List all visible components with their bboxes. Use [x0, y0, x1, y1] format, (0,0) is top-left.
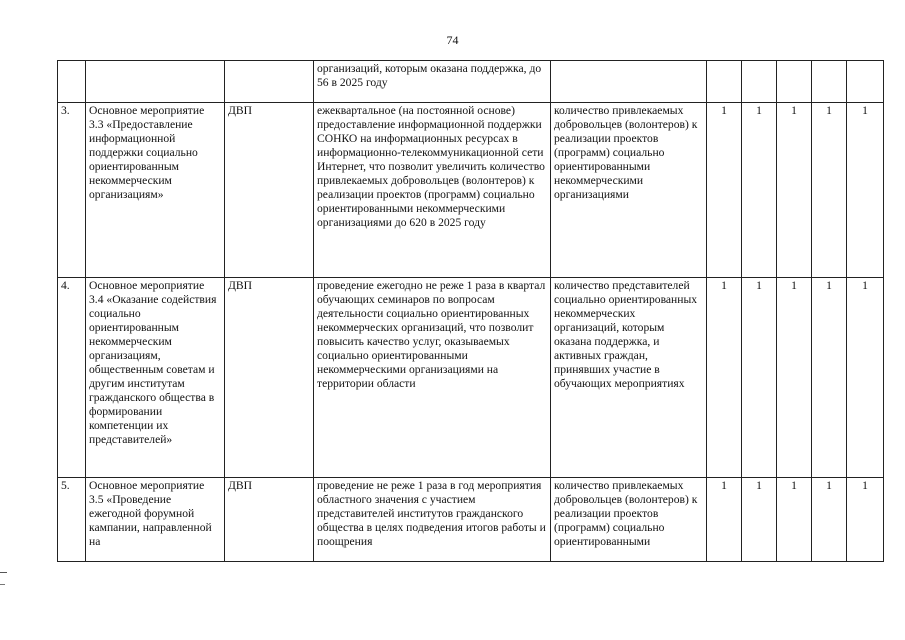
row-number: 3. [58, 103, 86, 278]
indicator-value: 1 [777, 478, 812, 562]
indicator-value: 1 [847, 278, 884, 478]
row-number: 4. [58, 278, 86, 478]
indicator-value: 1 [812, 103, 847, 278]
table-row [58, 103, 884, 278]
result-text: организаций, которым оказана поддержка, до 56 в 2025 году [317, 62, 542, 89]
page-number: 74 [446, 33, 459, 47]
cell-num [58, 61, 86, 103]
scan-edge-mark [0, 572, 7, 573]
event-name: Основное мероприятие 3.4 «Оказание содействия социально ориентированным некоммерческим организациям, общественным советам и другим институтам гражданского общества в формировании компетенции их представителей» [86, 278, 225, 478]
cell-value [742, 61, 777, 103]
scan-edge-mark [0, 584, 5, 585]
cell-value [707, 61, 742, 103]
table-row [58, 278, 884, 478]
event-name: Основное мероприятие 3.5 «Проведение ежегодной форумной кампании, направленной на [86, 478, 225, 562]
row-number: 5. [58, 478, 86, 562]
indicator-value: 1 [847, 478, 884, 562]
cell-value [777, 61, 812, 103]
expected-result: проведение не реже 1 раза в год мероприятия областного значения с участием представителей институтов гражданского общества в целях подведения итогов работы и поощрения [314, 478, 551, 562]
indicator-value: 1 [707, 478, 742, 562]
table-row-continuation [58, 61, 884, 103]
cell-value [812, 61, 847, 103]
expected-result: ежеквартальное (на постоянной основе) предоставление информационной поддержки СОНКО на информационных ресурсах в информационно-телекоммуникационной сети Интернет, что позволит увеличить количество привлекаемых добровольцев (волонтеров) к реализации проектов (программ) социально ориентированными некоммерческими организациями до 620 в 2025 году [314, 103, 551, 278]
indicator-value: 1 [742, 478, 777, 562]
indicator: количество привлекаемых добровольцев (волонтеров) к реализации проектов (программ) социально ориентированными некоммерческими организациями [551, 103, 707, 278]
cell-executor [225, 61, 314, 103]
indicator-value: 1 [812, 478, 847, 562]
executor: ДВП [225, 278, 314, 478]
indicator-value: 1 [777, 278, 812, 478]
executor: ДВП [225, 478, 314, 562]
indicator-value: 1 [707, 278, 742, 478]
indicator-value: 1 [742, 278, 777, 478]
cell-indicator [551, 61, 707, 103]
cell-value [847, 61, 884, 103]
indicator-value: 1 [777, 103, 812, 278]
executor: ДВП [225, 103, 314, 278]
cell-event [86, 61, 225, 103]
program-events-table [57, 60, 884, 562]
indicator-value: 1 [707, 103, 742, 278]
event-name: Основное мероприятие 3.3 «Предоставление информационной поддержки социально ориентированным некоммерческим организациям» [86, 103, 225, 278]
cell-result [314, 61, 551, 103]
table-row [58, 478, 884, 562]
indicator-value: 1 [742, 103, 777, 278]
indicator: количество привлекаемых добровольцев (волонтеров) к реализации проектов (программ) социально ориентированными [551, 478, 707, 562]
indicator-value: 1 [847, 103, 884, 278]
expected-result: проведение ежегодно не реже 1 раза в квартал обучающих семинаров по вопросам деятельности социально ориентированных некоммерческих организаций, что позволит повысить качество услуг, оказываемых социально ориентированными некоммерческими организациями на территории области [314, 278, 551, 478]
indicator: количество представителей социально ориентированных некоммерческих организаций, которым оказана поддержка, и активных граждан, принявших участие в обучающих мероприятиях [551, 278, 707, 478]
indicator-value: 1 [812, 278, 847, 478]
